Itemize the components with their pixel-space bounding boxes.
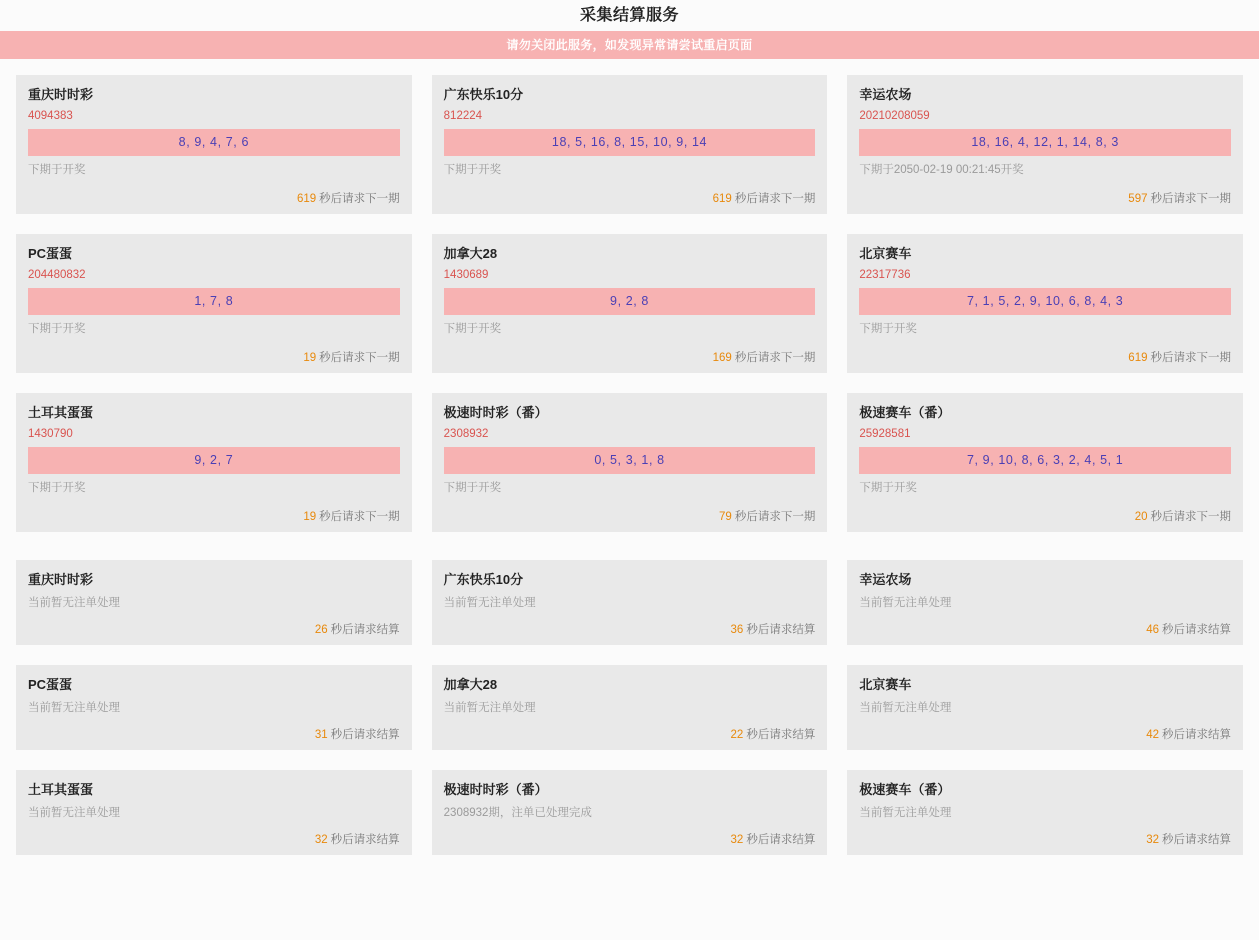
countdown-suffix: 秒后请求下一期 (734, 352, 816, 364)
card-issue-number: 22317736 (859, 269, 911, 281)
countdown-value: 26 (314, 624, 328, 636)
warning-banner: 请勿关闭此服务，如发现异常请尝试重启页面 (0, 31, 1259, 59)
card-countdown (28, 823, 400, 849)
collect-card (432, 393, 828, 532)
countdown-value: 619 (1128, 352, 1148, 364)
collect-card (432, 234, 828, 373)
draw-numbers: 0, 5, 3, 1, 8 (444, 447, 816, 474)
card-countdown (28, 613, 400, 639)
card-countdown (859, 498, 1231, 526)
card-countdown (444, 339, 816, 367)
countdown-value: 619 (712, 193, 732, 205)
card-issue-number: 20210208059 (859, 110, 930, 122)
card-status: 2308932期，注单已处理完成 (443, 807, 592, 819)
card-status: 下期于开奖 (443, 323, 502, 335)
settle-card-grid (0, 532, 1259, 855)
countdown-value: 32 (1146, 834, 1159, 846)
collect-card (847, 75, 1243, 214)
card-countdown (859, 823, 1231, 849)
countdown-value: 19 (303, 352, 317, 364)
collect-card (16, 234, 412, 373)
collect-card-grid (0, 59, 1259, 532)
countdown-suffix: 秒后请求结算 (330, 624, 400, 636)
settle-card (16, 770, 412, 855)
card-issue-number: 1430790 (28, 428, 73, 440)
card-title: 北京赛车 (859, 246, 912, 261)
page-title: 采集结算服务 (579, 7, 679, 24)
card-status: 当前暂无注单处理 (859, 702, 952, 714)
card-countdown (444, 498, 816, 526)
settle-card (432, 665, 828, 750)
card-status: 当前暂无注单处理 (443, 702, 536, 714)
countdown-value: 169 (712, 352, 732, 364)
card-title: 极速时时彩（番） (443, 405, 548, 420)
settle-card (432, 770, 828, 855)
countdown-suffix: 秒后请求下一期 (1150, 193, 1231, 205)
countdown-suffix: 秒后请求下一期 (319, 352, 400, 364)
settle-card (16, 560, 412, 645)
draw-numbers: 7, 9, 10, 8, 6, 3, 2, 4, 5, 1 (859, 447, 1231, 474)
countdown-suffix: 秒后请求下一期 (1150, 511, 1231, 523)
card-title: 幸运农场 (859, 87, 912, 102)
countdown-value: 42 (1146, 729, 1159, 741)
card-title: 极速时时彩（番） (443, 782, 548, 797)
card-countdown (444, 613, 816, 639)
countdown-value: 32 (730, 834, 744, 846)
card-title: PC蛋蛋 (28, 677, 73, 692)
card-countdown (859, 718, 1231, 744)
card-issue-number: 204480832 (28, 269, 86, 281)
draw-numbers: 9, 2, 7 (28, 447, 400, 474)
collect-card (16, 75, 412, 214)
card-countdown (28, 339, 400, 367)
card-status: 下期于开奖 (859, 323, 917, 335)
countdown-value: 597 (1128, 193, 1148, 205)
collect-card (432, 75, 828, 214)
settle-card (847, 770, 1243, 855)
card-status: 下期于开奖 (443, 482, 502, 494)
card-issue-number: 25928581 (859, 428, 911, 440)
draw-numbers: 1, 7, 8 (28, 288, 400, 315)
countdown-value: 32 (314, 834, 328, 846)
countdown-suffix: 秒后请求下一期 (734, 511, 816, 523)
countdown-value: 79 (719, 511, 732, 523)
card-status: 当前暂无注单处理 (859, 597, 952, 609)
card-status: 当前暂无注单处理 (28, 807, 120, 819)
card-issue-number: 4094383 (28, 110, 73, 122)
countdown-suffix: 秒后请求下一期 (734, 193, 816, 205)
draw-numbers: 7, 1, 5, 2, 9, 10, 6, 8, 4, 3 (859, 288, 1231, 315)
countdown-suffix: 秒后请求下一期 (1150, 352, 1231, 364)
collect-card (847, 234, 1243, 373)
countdown-suffix: 秒后请求结算 (746, 729, 816, 741)
countdown-value: 19 (303, 511, 317, 523)
card-title: 极速赛车（番） (859, 782, 951, 797)
card-title: PC蛋蛋 (28, 246, 73, 261)
settle-card (847, 560, 1243, 645)
card-countdown (444, 718, 816, 744)
countdown-suffix: 秒后请求结算 (746, 834, 816, 846)
countdown-suffix: 秒后请求结算 (330, 729, 400, 741)
card-issue-number: 812224 (443, 110, 483, 122)
draw-numbers: 18, 16, 4, 12, 1, 14, 8, 3 (859, 129, 1231, 156)
countdown-value: 31 (314, 729, 328, 741)
countdown-suffix: 秒后请求下一期 (319, 193, 400, 205)
card-countdown (28, 498, 400, 526)
card-issue-number: 1430689 (443, 269, 489, 281)
card-title: 幸运农场 (859, 572, 912, 587)
settle-card (847, 665, 1243, 750)
card-status: 下期于开奖 (28, 323, 86, 335)
card-status: 当前暂无注单处理 (28, 597, 120, 609)
card-title: 重庆时时彩 (28, 572, 94, 587)
countdown-value: 22 (730, 729, 744, 741)
card-title: 土耳其蛋蛋 (28, 782, 94, 797)
collect-card (847, 393, 1243, 532)
countdown-value: 619 (296, 193, 317, 205)
card-status: 当前暂无注单处理 (443, 597, 536, 609)
card-title: 北京赛车 (859, 677, 912, 692)
countdown-value: 36 (730, 624, 744, 636)
card-countdown (859, 613, 1231, 639)
collect-card (16, 393, 412, 532)
countdown-value: 20 (1134, 511, 1148, 523)
countdown-suffix: 秒后请求结算 (330, 834, 400, 846)
countdown-suffix: 秒后请求结算 (746, 624, 816, 636)
card-title: 广东快乐10分 (443, 572, 524, 587)
card-issue-number: 2308932 (443, 428, 489, 440)
countdown-suffix: 秒后请求结算 (1161, 834, 1231, 846)
card-status: 当前暂无注单处理 (859, 807, 952, 819)
card-title: 广东快乐10分 (443, 87, 524, 102)
settle-card (432, 560, 828, 645)
card-countdown (28, 718, 400, 744)
draw-numbers: 9, 2, 8 (444, 288, 816, 315)
card-title: 土耳其蛋蛋 (28, 405, 94, 420)
card-countdown (859, 339, 1231, 367)
card-status: 下期于开奖 (28, 482, 86, 494)
card-status: 当前暂无注单处理 (28, 702, 120, 714)
countdown-suffix: 秒后请求下一期 (319, 511, 400, 523)
card-status: 下期于开奖 (859, 482, 917, 494)
draw-numbers: 8, 9, 4, 7, 6 (28, 129, 400, 156)
countdown-suffix: 秒后请求结算 (1161, 624, 1231, 636)
card-countdown (444, 180, 816, 208)
card-status: 下期于开奖 (443, 164, 502, 176)
countdown-value: 46 (1146, 624, 1159, 636)
card-countdown (28, 180, 400, 208)
countdown-suffix: 秒后请求结算 (1161, 729, 1231, 741)
card-title: 重庆时时彩 (28, 87, 94, 102)
card-title: 极速赛车（番） (859, 405, 951, 420)
card-status: 下期于2050-02-19 00:21:45开奖 (859, 164, 1024, 176)
draw-numbers: 18, 5, 16, 8, 15, 10, 9, 14 (444, 129, 816, 156)
settle-card (16, 665, 412, 750)
card-countdown (444, 823, 816, 849)
card-status: 下期于开奖 (28, 164, 86, 176)
card-title: 加拿大28 (443, 246, 498, 261)
card-title: 加拿大28 (443, 677, 498, 692)
card-countdown (859, 180, 1231, 208)
